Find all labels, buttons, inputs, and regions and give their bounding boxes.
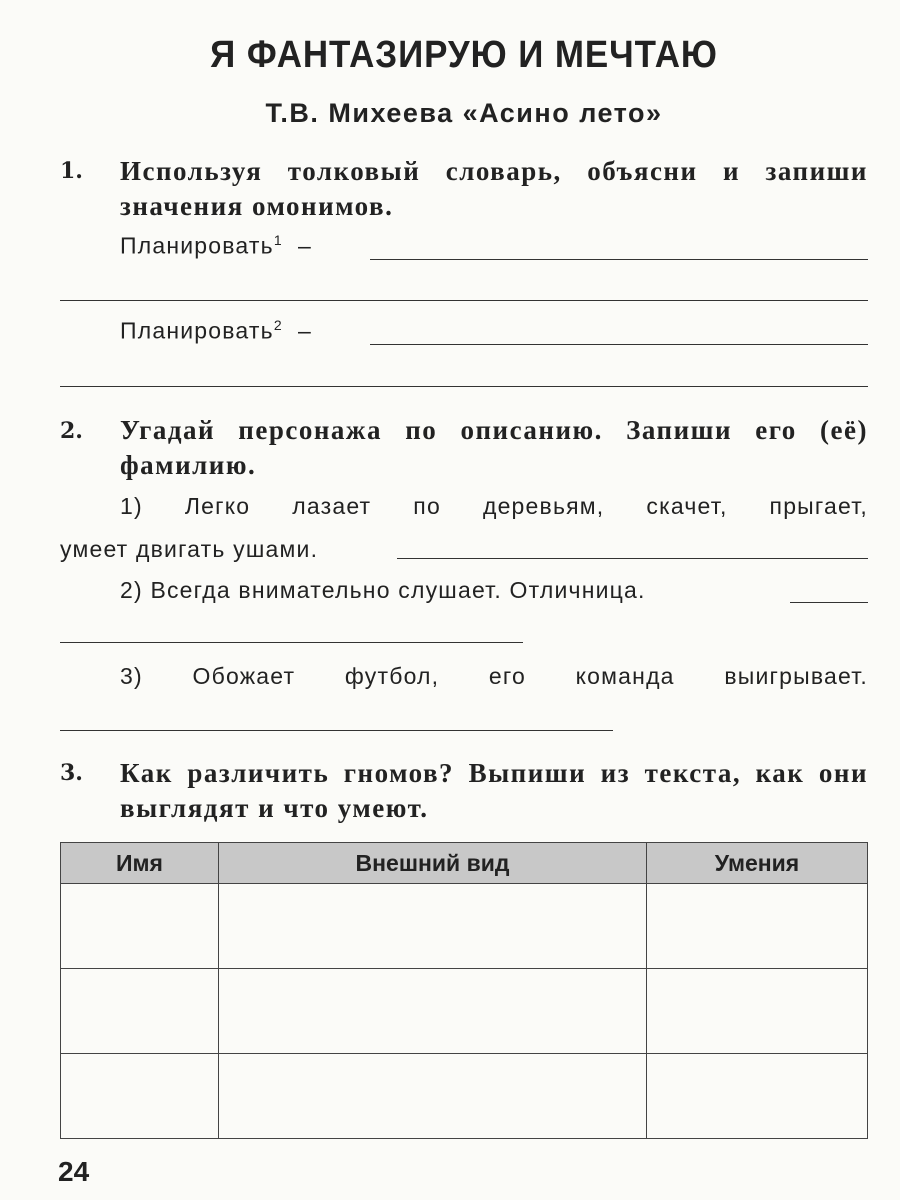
task-3-number: 3. bbox=[60, 760, 83, 786]
answer-line[interactable] bbox=[60, 642, 523, 643]
table-cell[interactable] bbox=[219, 884, 647, 969]
page-title: Я ФАНТАЗИРУЮ И МЕЧТАЮ bbox=[210, 34, 718, 76]
table-cell[interactable] bbox=[647, 1054, 868, 1139]
answer-line[interactable] bbox=[370, 344, 868, 345]
table-row bbox=[61, 969, 868, 1054]
dash: – bbox=[298, 232, 313, 259]
column-header-name: Имя bbox=[61, 843, 219, 884]
answer-line[interactable] bbox=[60, 730, 613, 731]
answer-line[interactable] bbox=[397, 558, 868, 559]
clue-1-line2: умеет двигать ушами. bbox=[60, 536, 319, 562]
table-cell[interactable] bbox=[647, 969, 868, 1054]
homonym-1-label bbox=[120, 232, 312, 260]
table-row bbox=[61, 884, 868, 969]
clue-3: 3) Обожает футбол, его команда выигрывает. bbox=[120, 663, 868, 689]
page-subtitle: Т.В. Михеева «Асино лето» bbox=[265, 98, 663, 128]
task-1-text: Используя толковый словарь, объясни и запиши значения омонимов. bbox=[120, 156, 868, 221]
table-cell[interactable] bbox=[61, 969, 219, 1054]
table-cell[interactable] bbox=[219, 969, 647, 1054]
table-row bbox=[61, 1054, 868, 1139]
page-number: 24 bbox=[58, 1156, 90, 1187]
homonym-word: Планировать bbox=[120, 232, 274, 259]
table-cell[interactable] bbox=[219, 1054, 647, 1139]
table-cell[interactable] bbox=[647, 884, 868, 969]
homonym-index: 2 bbox=[273, 317, 283, 333]
task-3-text: Как различить гномов? Выпиши из текста, как они выглядят и что умеют. bbox=[120, 758, 868, 823]
answer-line[interactable] bbox=[60, 300, 868, 301]
task-2-number: 2. bbox=[60, 418, 83, 444]
task-1-number: 1. bbox=[60, 158, 83, 184]
homonym-index: 1 bbox=[273, 232, 283, 248]
dash: – bbox=[298, 317, 313, 344]
answer-line[interactable] bbox=[370, 259, 868, 260]
clue-2: 2) Всегда внимательно слушает. Отличница. bbox=[120, 577, 646, 603]
column-header-appearance: Внешний вид bbox=[219, 843, 647, 884]
homonym-2-label bbox=[120, 317, 312, 345]
clue-1-line1: 1) Легко лазает по деревьям, скачет, прыгает, bbox=[120, 493, 868, 519]
task-2-text: Угадай персонажа по описанию. Запиши его (её) фамилию. bbox=[120, 415, 868, 480]
column-header-skills: Умения bbox=[647, 843, 868, 884]
answer-line[interactable] bbox=[60, 386, 868, 387]
homonym-word: Планировать bbox=[120, 317, 274, 344]
table-cell[interactable] bbox=[61, 1054, 219, 1139]
table-cell[interactable] bbox=[61, 884, 219, 969]
table-header-row bbox=[61, 843, 868, 884]
answer-line[interactable] bbox=[790, 602, 868, 603]
gnomes-table bbox=[60, 842, 868, 1139]
